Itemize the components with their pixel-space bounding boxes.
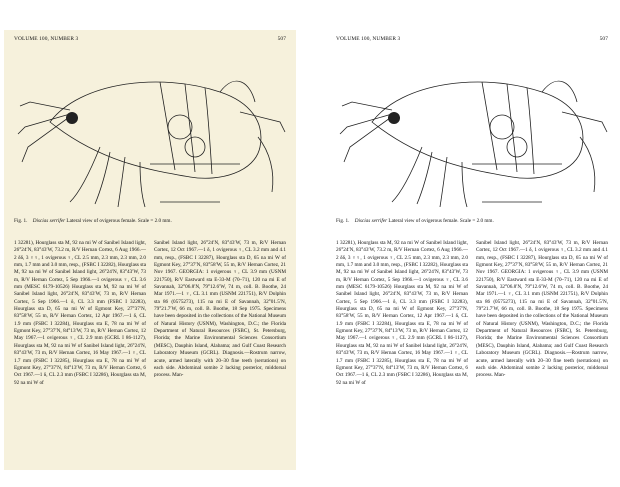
page-number: 507 xyxy=(599,36,608,42)
caption-text: Lateral view of ovigerous female. Scale = 2.0 mm. xyxy=(66,218,172,224)
text-column-right xyxy=(154,240,286,468)
paragraph: Sanibel Island light, 26°24′N, 83°43′W, 73 m, R/V Hernan Cortez, 12 Oct 1967.—1 δ, 1 ovigerous ♀, CL 3.2 mm and 4.1 mm, resp., (FSBC I 32287), Hourglass sta D, 65 na mi W of Egmont Key, 27°37′N, 83°58′W, 55 m, R/V Hernan Cortez, 21 Nov 1967. GEORGIA: 1 ovigerous ♀, CL 3.9 mm (USNM 221750), R/V Eastward sta E-33-M (70–71), 120 na mi E of Savannah, 32°06.8′N, 79°12.6′W, 74 m, coll. B. Boothe, 24 Mar 1971.—1 ♀, CL 3.1 mm (USNM 221751), R/V Dolphin sta 86 (0575273), 115 na mi E of Savannah, 32°01.5′N, 79°21.7′W, 66 m, coll. B. Boothe, 18 Sep 1975. Specimens have been deposited in the collections of the National Museum of Natural History (USNM), Washington, D.C.; the Florida Department of Natural Resources (FSBC), St. Petersburg, Florida; the Marine Environmental Sciences Consortium (MESC), Dauphin Island, Alabama; and Gulf Coast Research Laboratory Museum (GCRL). Diagnosis.—Rostrum narrow, acute, armed laterally with 20–30 fine teeth (serrations) on each side. Abdominal somite 2 lacking posterior, middorsal process. Man- xyxy=(476,240,608,379)
journal-volume: VOLUME 100, NUMBER 3 xyxy=(14,36,79,42)
shrimp-drawing xyxy=(332,52,612,212)
running-header xyxy=(336,36,608,46)
page-number: 507 xyxy=(277,36,286,42)
species-name: Discias serrifer xyxy=(354,218,388,224)
shrimp-drawing xyxy=(10,52,290,212)
species-name: Discias serrifer xyxy=(32,218,66,224)
paragraph: Sanibel Island light, 26°24′N, 83°43′W, 73 m, R/V Hernan Cortez, 12 Oct 1967.—1 δ, 1 ovigerous ♀, CL 3.2 mm and 4.1 mm, resp., (FSBC I 32287), Hourglass sta D, 65 na mi W of Egmont Key, 27°37′N, 83°58′W, 55 m, R/V Hernan Cortez, 21 Nov 1967. GEORGIA: 1 ovigerous ♀, CL 3.9 mm (USNM 221750), R/V Eastward sta E-33-M (70–71), 120 na mi E of Savannah, 32°06.8′N, 79°12.6′W, 74 m, coll. B. Boothe, 24 Mar 1971.—1 ♀, CL 3.1 mm (USNM 221751), R/V Dolphin sta 86 (0575273), 115 na mi E of Savannah, 32°01.5′N, 79°21.7′W, 66 m, coll. B. Boothe, 18 Sep 1975. Specimens have been deposited in the collections of the National Museum of Natural History (USNM), Washington, D.C.; the Florida Department of Natural Resources (FSBC), St. Petersburg, Florida; the Marine Environmental Sciences Consortium (MESC), Dauphin Island, Alabama; and Gulf Coast Research Laboratory Museum (GCRL). Diagnosis.—Rostrum narrow, acute, armed laterally with 20–30 fine teeth (serrations) on each side. Abdominal somite 2 lacking posterior, middorsal process. Man- xyxy=(154,240,286,379)
running-header xyxy=(14,36,286,46)
figure-caption xyxy=(14,218,286,224)
page-cleaned-scan xyxy=(326,30,618,470)
figure-label: Fig. 1. xyxy=(336,218,350,224)
shrimp-illustration xyxy=(10,52,290,212)
text-column-left xyxy=(14,240,146,468)
paragraph: 1 32281), Hourglass sta M, 92 na mi W of Sanibel Island light, 26°24′N, 83°43′W, 73.2 m, R/V Hernan Cortez, 6 Aug 1966.—2 δδ, 3 ♀♀, 1 ovigerous ♀, CL 2.5 mm, 2.3 mm, 2.3 mm, 2.0 mm, 1.7 mm and 3.0 mm, resp., (FSBC I 32282), Hourglass sta M, 92 na mi W of Sanibel Island light, 26°24′N, 83°43′W, 73 m, R/V Hernan Cortez, 5 Sep 1966.—1 ovigerous ♀, CL 3.6 mm (MESC 6179-10526) Hourglass sta M, 92 na mi W of Sanibel Island light, 26°24′N, 83°43′W, 73 m, R/V Hernan Cortez, 5 Sep 1966.—1 δ, CL 3.3 mm (FSBC I 32283), Hourglass sta D, 65 na mi W of Egmont Key, 27°37′N, 83°58′W, 55 m, R/V Hernan Cortez, 12 Apr 1967.—1 δ, CL 1.9 mm (FSBC I 32284), Hourglass sta E, 78 na mi W of Egmont Key, 27°37′N, 84°13′W, 73 m, R/V Hernan Cortez, 12 May 1967.—1 ovigerous ♀, CL 2.9 mm (GCRL I 86-1127), Hourglass sta M, 92 na mi W of Sanibel Island light, 26°24′N, 83°43′W, 73 m, R/V Hernan Cortez, 16 May 1967.—1 ♀, CL 1.7 mm (FSBC I 32285), Hourglass sta E, 78 na mi W of Egmont Key, 27°37′N, 84°13′W, 73 m, R/V Hernan Cortez, 6 Oct 1967.—1 δ, CL 2.3 mm (FSBC I 32286), Hourglass sta M, 92 na mi W of xyxy=(336,240,468,386)
shrimp-illustration xyxy=(332,52,612,212)
figure-label: Fig. 1. xyxy=(14,218,28,224)
body-columns xyxy=(14,240,286,468)
figure-caption xyxy=(336,218,608,224)
text-column-right xyxy=(476,240,608,468)
paragraph: 1 32281), Hourglass sta M, 92 na mi W of Sanibel Island light, 26°24′N, 83°43′W, 73.2 m, R/V Hernan Cortez, 6 Aug 1966.—2 δδ, 3 ♀♀, 1 ovigerous ♀, CL 2.5 mm, 2.3 mm, 2.3 mm, 2.0 mm, 1.7 mm and 3.0 mm, resp., (FSBC I 32282), Hourglass sta M, 92 na mi W of Sanibel Island light, 26°24′N, 83°43′W, 73 m, R/V Hernan Cortez, 5 Sep 1966.—1 ovigerous ♀, CL 3.6 mm (MESC 6179-10526) Hourglass sta M, 92 na mi W of Sanibel Island light, 26°24′N, 83°43′W, 73 m, R/V Hernan Cortez, 5 Sep 1966.—1 δ, CL 3.3 mm (FSBC I 32283), Hourglass sta D, 65 na mi W of Egmont Key, 27°37′N, 83°58′W, 55 m, R/V Hernan Cortez, 12 Apr 1967.—1 δ, CL 1.9 mm (FSBC I 32284), Hourglass sta E, 78 na mi W of Egmont Key, 27°37′N, 84°13′W, 73 m, R/V Hernan Cortez, 12 May 1967.—1 ovigerous ♀, CL 2.9 mm (GCRL I 86-1127), Hourglass sta M, 92 na mi W of Sanibel Island light, 26°24′N, 83°43′W, 73 m, R/V Hernan Cortez, 16 May 1967.—1 ♀, CL 1.7 mm (FSBC I 32285), Hourglass sta E, 78 na mi W of Egmont Key, 27°37′N, 84°13′W, 73 m, R/V Hernan Cortez, 6 Oct 1967.—1 δ, CL 2.3 mm (FSBC I 32286), Hourglass sta M, 92 na mi W of xyxy=(14,240,146,386)
journal-volume: VOLUME 100, NUMBER 3 xyxy=(336,36,401,42)
body-columns xyxy=(336,240,608,468)
caption-text: Lateral view of ovigerous female. Scale = 2.0 mm. xyxy=(388,218,494,224)
page-original-scan xyxy=(4,30,296,470)
text-column-left xyxy=(336,240,468,468)
